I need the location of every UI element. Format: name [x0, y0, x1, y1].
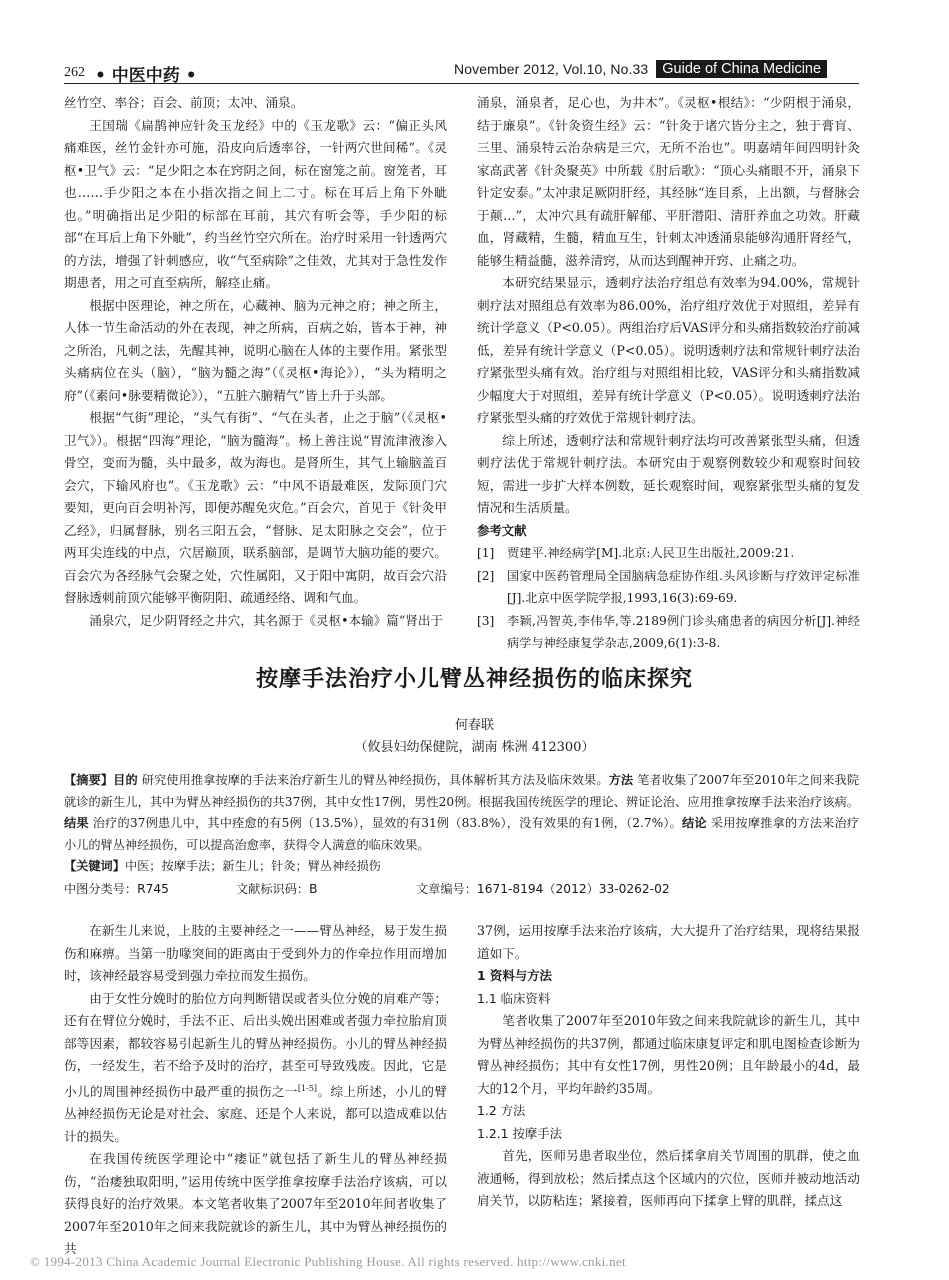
abstract-label: 【摘要】: [64, 773, 114, 787]
result-text: 治疗的37例患儿中，其中痊愈的有5例（13.5%），显效的有31例（83.8%），没有效果的有1例，（2.7%）。: [92, 816, 683, 830]
result-label: 结果: [64, 816, 89, 830]
reference-text: 国家中医药管理局全国脑病急症协作组.头风诊断与疗效评定标准[J].北京中医学院学报,1993,16(3):69-69.: [507, 568, 860, 605]
paragraph: 本研究结果显示，透刺疗法治疗组总有效率为94.00%，常规针刺疗法对照组总有效率为86.00%，治疗组疗效优于对照组，差异有统计学意义（P<0.05）。两组治疗后VAS评分和头痛指数较治疗前减低，差异有统计学意义（P<0.05）。说明透刺疗法和常规针刺疗法治疗紧张型头痛有效。治疗组与对照组相比较，VAS评分和头痛指数减少幅度大于对照组，差异有统计学意义（P<0.05）。说明透刺疗法治疗紧张型头痛的疗效优于常规针刺疗法。: [477, 275, 860, 425]
keywords-label: 【关键词】: [64, 859, 125, 873]
subsection-heading: 1.2 方法: [477, 1103, 526, 1118]
running-header-right: [454, 60, 827, 78]
article-body-right-column: [477, 920, 860, 1213]
references-heading: 参考文献: [477, 522, 527, 538]
objective-label: 目的: [113, 773, 138, 787]
method-text: 笔者收集了2007年至2010年之间来我院就诊的新生儿，其中为臂丛神经损伤的共37例，其中女性17例，男性20例。根据我国传统医学的理论、辨证论治、应用推拿按摩手法来治疗该病。: [64, 773, 860, 809]
paragraph: 涌泉穴，足少阴肾经之井穴，其名源于《灵枢•本输》篇“肾出于: [89, 612, 444, 628]
paragraph: 在我国传统医学理论中“痿证”就包括了新生儿的臂丛神经损伤，“治痿独取阳明，”运用传统中医学推拿按摩手法治疗该病，可以获得良好的治疗效果。本文笔者收集了2007年至2010年间者收集了2007年至2010年之间来我院就诊的新生儿，其中为臂丛神经损伤的共: [64, 1151, 447, 1257]
article-body-left-column: [64, 920, 447, 1261]
previous-article-right-column: [477, 92, 860, 655]
document-code: 文献标识码：B: [236, 882, 318, 896]
paragraph: 在新生儿来说，上肢的主要神经之一——臂丛神经，易于发生损伤和麻痹。当第一肋喙突间的距离由于受到外力的作牵拉作用而增加时，该神经最容易受到强力牵拉而发生损伤。: [64, 923, 447, 983]
section-heading: 1 资料与方法: [477, 968, 552, 983]
reference-number: [3]: [477, 613, 495, 628]
journal-section: • 中医中药 •: [95, 65, 197, 86]
conclusion-label: 结论: [682, 816, 707, 830]
paragraph: 笔者收集了2007年至2010年致之间来我院就诊的新生儿，其中为臂丛神经损伤的共37例，都通过临床康复评定和肌电图检查诊断为臂丛神经损伤；其中有女性17例，男性20例；且年龄最小的4d，最大的12个月，平均年龄约35周。: [477, 1013, 860, 1096]
paragraph: 根据“气街”理论，“头气有街”、“气在头者，止之于脑”（《灵枢•卫气》）。根据“四海”理论，“脑为髓海”。杨上善注说“胃流津液渗入骨空，变而为髓，头中最多，故为海也。是肾所生，其气上输脑盖百会穴，下输风府也”。《玉龙歌》云：“中风不语最难医，发际顶门穴要知，更向百会明补泻，即便苏醒免灾危。”百会穴，首见于《针灸甲乙经》，归属督脉，别名三阳五会，“督脉、足太阳脉之交会”，位于两耳尖连线的中点，穴居巅顶，联系脑部，是调节大脑功能的要穴。百会穴为各经脉气会聚之处，穴性属阳，又于阳中寓阴，故百会穴沿督脉透刺前顶穴能够平衡阴阳、疏通经络、调和气血。: [64, 410, 447, 605]
reference-item: [477, 542, 860, 565]
paragraph: 综上所述，透刺疗法和常规针刺疗法均可改善紧张型头痛，但透刺疗法优于常规针刺疗法。本研究由于观察例数较少和观察时间较短，需进一步扩大样本例数，延长观察时间，观察紧张型头痛的复发情况和生活质量。: [477, 432, 860, 515]
objective-text: 研究使用推拿按摩的手法来治疗新生儿的臂丛神经损伤，具体解析其方法及临床效果。: [141, 773, 609, 787]
article-number: 文章编号：1671-8194（2012）33-0262-02: [416, 882, 670, 896]
reference-text: 贾建平.神经病学[M].北京:人民卫生出版社,2009:21.: [507, 546, 795, 560]
journal-name-en: Guide of China Medicine: [656, 60, 827, 78]
copyright-footer: © 1994-2013 China Academic Journal Electronic Publishing House. All rights reserved. http://www.cnki.net: [30, 1254, 626, 1269]
abstract: [64, 770, 859, 856]
reference-number: [2]: [477, 568, 495, 583]
citation: [1-5]: [297, 1083, 318, 1093]
paragraph: [64, 988, 447, 1149]
article-author: 何春联: [454, 718, 494, 733]
subsubsection-heading: 1.2.1 按摩手法: [477, 1125, 563, 1141]
page-number: 262: [64, 65, 85, 80]
reference-item: [477, 610, 860, 655]
paragraph: 37例，运用按摩手法来治疗该病，大大提升了治疗结果，现将结果报道如下。: [477, 923, 860, 961]
paragraph: 王国瑞《扁鹊神应针灸玉龙经》中的《玉龙歌》云：“偏正头风痛难医，丝竹金针亦可施，沿皮向后透率谷，一针两穴世间稀”。《灵枢•卫气》云：“足少阳之本在窍阴之间，标在窗笼之前。窗笼者，耳也……手少阳之本在小指次指之间上二寸。标在耳后上角下外眦也。”明确指出足少阳的标部在耳前，其穴有听会等，手少阳的标部“在耳后上角下外眦”，约当丝竹空穴所在。治疗时采用一针透两穴的方法，增强了针刺感应，收“气至病除”之佳效，尤其对于急性发作期患者，用之可直至病所，解痉止痛。: [64, 117, 447, 290]
running-header-left: [64, 62, 197, 84]
paragraph-text-tail: 。综上所述，小儿的臂丛神经损伤无论是对社会、家庭、还是个人来说，都可以造成难以估计的损失。: [64, 1083, 448, 1144]
keywords-text: 中医；按摩手法；新生儿；针灸；臂丛神经损伤: [124, 859, 381, 873]
keywords: [64, 857, 859, 874]
reference-item: [477, 565, 860, 610]
paragraph-text: 由于女性分娩时的胎位方向判断错误或者头位分娩的肩难产等；还有在臂位分娩时，手法不正、后出头娩出困难或者强力牵拉胎肩顶部等因素，都较容易引起新生儿的臂丛神经损伤。小儿的臂丛神经损伤，一经发生，若不给予及时的治疗，甚至可导致残废。因此，它是小儿的周围神经损伤中最严重的损伤之一: [64, 990, 447, 1099]
paragraph: 丝竹空、率谷；百会、前顶；太冲、涌泉。: [64, 95, 304, 110]
article-affiliation: （攸县妇幼保健院，湖南 株洲 412300）: [354, 740, 595, 755]
previous-article-left-column: [64, 92, 447, 632]
conclusion-text: 采用按摩推拿的方法来治疗小儿的臂丛神经损伤，可以提高治愈率，获得令人满意的临床效果。: [64, 816, 860, 852]
reference-number: [1]: [477, 546, 495, 560]
journal-name-cn: 中医中药: [111, 65, 180, 86]
paragraph: 根据中医理论，神之所在，心藏神、脑为元神之府；神之所主，人体一节生命活动的外在表现，神之所病，百病之始，皆本于神，神之所治，凡刺之法，先醒其神，说明心脑在人体的主要作用。紧张型头痛病位在头（脑），“脑为髓之海”（《灵枢•海论》），“头为精明之府”（《素问•脉要精微论》），“五脏六腑精气”皆上升于头部。: [64, 297, 447, 403]
subsection-heading: 1.1 临床资料: [477, 990, 551, 1006]
article-title: 按摩手法治疗小儿臂丛神经损伤的临床探究: [255, 667, 693, 692]
method-label: 方法: [608, 773, 634, 787]
clc-number: 中图分类号：R745: [64, 882, 169, 896]
reference-text: 李颖,冯智英,李伟华,等.2189例门诊头痛患者的病因分析[J].神经病学与神经康复学杂志,2009,6(1):3-8.: [507, 613, 860, 650]
paragraph: 首先，医师另患者取坐位，然后揉拿肩关节周围的肌群，使之血液通畅，得到放松；然后揉点这个区域内的穴位，医师并被动地活动肩关节，以防粘连；紧接着，医师再向下揉拿上臂的肌群，揉点这: [477, 1148, 860, 1208]
issue-info: November 2012, Vol.10, No.33: [454, 61, 649, 77]
header-rule: [64, 83, 859, 84]
paragraph: 涌泉，涌泉者，足心也，为井木”。《灵枢•根结》：“少阴根于涌泉，结于廉泉”。《针灸资生经》云：“针灸于诸穴皆分主之，独于膏肓、三里、涌泉特云治杂病是三穴，无所不治也”。明嘉靖年间四明针灸家高武著《针灸聚英》中所载《肘后歌》：“顶心头痛眼不开，涌泉下针定安泰。”太冲隶足厥阴肝经，其经脉“连目系，上出额，与督脉会于颠…”，太冲穴具有疏肝解郁、平肝潜阳、清肝养血之功效。肝藏血，肾藏精，生髓，精血互生，针刺太冲透涌泉能够沟通肝肾经气，能够生精益髓，滋养清窍，从而达到醒神开窍、止痛之功。: [477, 95, 860, 268]
